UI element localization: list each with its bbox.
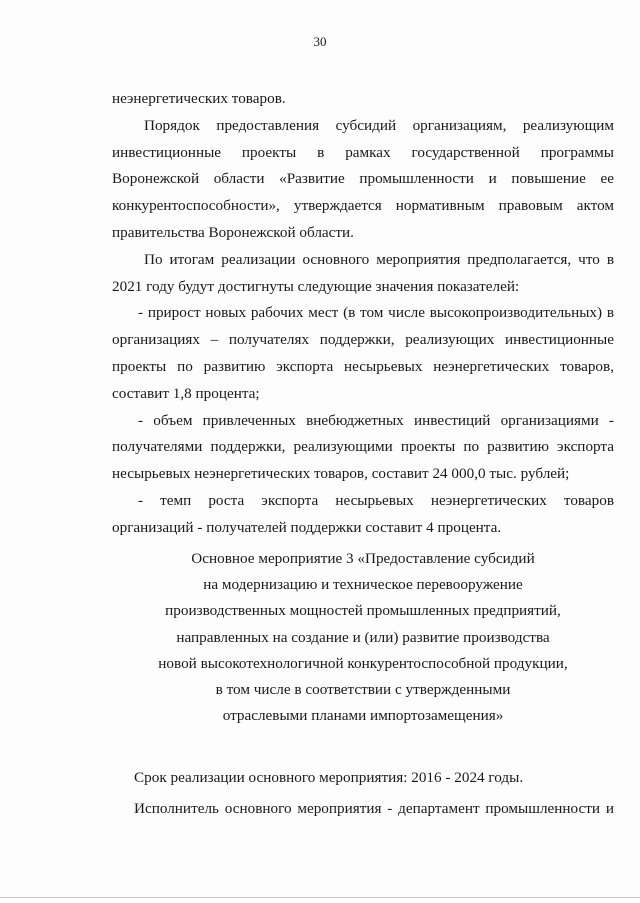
executor-word: основного <box>224 800 292 817</box>
section-heading <box>112 546 614 729</box>
heading-line: направленных на создание и (или) развитие производства <box>176 628 550 646</box>
heading-line: в том числе в соответствии с утвержденными <box>215 681 511 699</box>
heading-line: производственных мощностей промышленных предприятий, <box>165 602 561 620</box>
paragraph-results-intro: По итогам реализации основного мероприятия предполагается, что в 2021 году будут достигнуты следующие значения показателей: <box>112 250 614 295</box>
executor-word: Исполнитель <box>134 800 219 817</box>
executor-word: - <box>387 800 393 817</box>
heading-line: новой высокотехнологичной конкурентоспособной продукции, <box>158 654 568 672</box>
implementation-term: Срок реализации основного мероприятия: 2016 - 2024 годы. <box>134 769 524 786</box>
bullet-item-jobs: - прирост новых рабочих мест (в том числе высокопроизводительных) в организациях – получателях поддержки, реализующих инвестиционные проекты по развитию экспорта несырьевых неэнергетических товаров, составит 1,8 процента; <box>112 304 614 402</box>
executor-word: департамент <box>398 800 480 817</box>
heading-line: Основное мероприятие 3 «Предоставление субсидий <box>191 550 535 567</box>
continuation-line: неэнергетических товаров. <box>112 90 286 107</box>
bullet-item-export-growth: - темп роста экспорта несырьевых неэнергетических товаров организаций - получателей поддержки составит 4 процента. <box>112 491 614 536</box>
lower-text <box>112 762 614 824</box>
body-text <box>112 86 614 542</box>
paragraph-subsidy-order: Порядок предоставления субсидий организациям, реализующим инвестиционные проекты в рамках государственной программы Воронежской области «Развитие промышленности и повышение ее конкурентоспособности», утверждается нормативным правовым актом правительства Воронежской области. <box>112 116 614 241</box>
scan-edge-line <box>0 897 640 898</box>
heading-line: на модернизацию и техническое перевооружение <box>203 576 523 594</box>
page-number: 30 <box>313 34 327 49</box>
executor-line <box>112 793 614 824</box>
executor-word: и <box>605 800 614 817</box>
heading-line: отраслевыми планами импортозамещения» <box>222 707 504 725</box>
executor-word: промышленности <box>485 800 600 817</box>
executor-word: мероприятия <box>297 800 382 817</box>
bullet-item-investments: - объем привлеченных внебюджетных инвестиций организациями - получателями поддержки, реализующими проекты по развитию экспорта несырьевых неэнергетических товаров, составит 24 000,0 тыс. рублей; <box>112 411 614 483</box>
